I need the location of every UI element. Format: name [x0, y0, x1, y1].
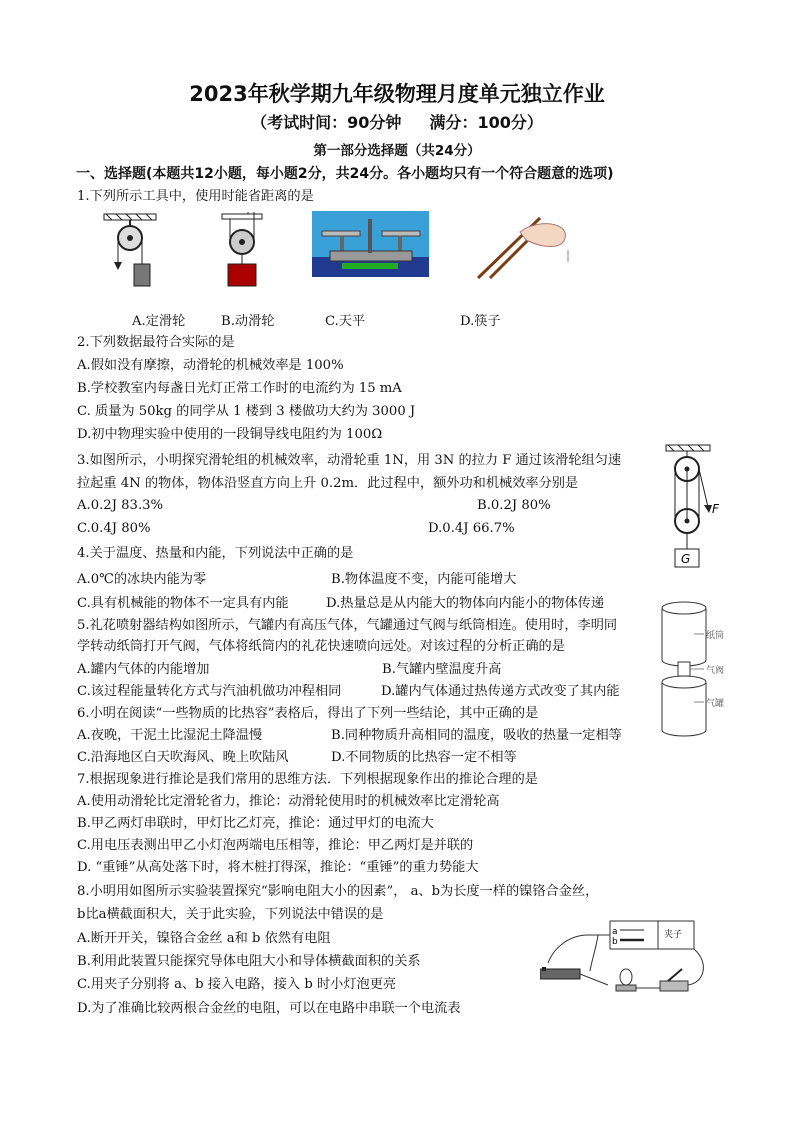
- q1-stem: 1.下列所示工具中，使用时能省距离的是: [77, 189, 314, 204]
- q5-stem-2: 学转动纸筒打开气阀，气体将纸筒内的礼花快速喷向远处。对该过程的分析正确的是: [77, 639, 565, 654]
- q8-stem-1: 8.小明用如图所示实验装置探究“影响电阻大小的因素”， a、b为长度一样的镍铬合金丝，: [77, 884, 599, 899]
- q3-option-c: C.0.4J 80%: [77, 521, 151, 536]
- q3-stem-1: 3.如图所示，小明探究滑轮组的机械效率，动滑轮重 1N，用 3N 的拉力 F 通过该滑轮组匀速: [77, 453, 622, 468]
- q3-stem-2: 拉起重 4N 的物体，物体沿竖直方向上升 0.2m．此过程中，额外功和机械效率分别是: [77, 476, 579, 491]
- wire-a-label: a: [612, 927, 618, 937]
- chopsticks-figure: [470, 210, 572, 282]
- q2-stem: 2.下列数据最符合实际的是: [77, 335, 235, 350]
- q8-stem-2: b比a横截面积大，关于此实验，下列说法中错误的是: [77, 907, 384, 922]
- q4-option-d: D.热量总是从内能大的物体向内能小的物体传递: [326, 596, 605, 611]
- q1-option-a: A.定滑轮: [132, 314, 186, 329]
- part-title: 第一部分选择题（共24分）: [313, 143, 481, 159]
- q5-stem-1: 5.礼花喷射器结构如图所示，气罐内有高压气体，气罐通过气阀与纸筒相连。使用时，李明同: [77, 618, 618, 633]
- q5-option-a: A.罐内气体的内能增加: [77, 662, 210, 677]
- section-heading: 一、选择题(本题共12小题，每小题2分，共24分。各小题均只有一个符合题意的选项): [76, 166, 614, 182]
- q8-option-b: B.利用此装置只能探究导体电阻大小和导体横截面积的关系: [77, 954, 421, 969]
- q3-option-d: D.0.4J 66.7%: [428, 521, 515, 536]
- q7-option-c: C.用电压表测出甲乙小灯泡两端电压相等，推论：甲乙两灯是并联的: [77, 838, 474, 853]
- label-paper-tube: 纸筒: [706, 631, 725, 641]
- q5-option-c: C.该过程能量转化方式与汽油机做功冲程相同: [77, 684, 342, 699]
- q1-option-d: D.筷子: [460, 314, 501, 329]
- q3-option-a: A.0.2J 83.3%: [77, 498, 164, 513]
- page-title: 2023年秋学期九年级物理月度单元独立作业: [189, 82, 605, 106]
- confetti-launcher-figure: [660, 598, 736, 738]
- q6-stem: 6.小明在阅读“一些物质的比热容”表格后，得出了下列一些结论，其中正确的是: [77, 706, 539, 721]
- exam-time: （考试时间：90分钟: [251, 113, 402, 132]
- label-gas-tank: 气罐: [706, 699, 725, 709]
- balance-figure: [312, 211, 429, 277]
- clip-label: 夹子: [664, 930, 683, 940]
- q5-option-b: B.气罐内壁温度升高: [382, 662, 502, 677]
- q5-option-d: D.罐内气体通过热传递方式改变了其内能: [381, 684, 620, 699]
- q8-option-d: D.为了准确比较两根合金丝的电阻，可以在电路中串联一个电流表: [77, 1001, 461, 1016]
- movable-pulley-figure: [218, 212, 278, 292]
- q4-option-b: B.物体温度不变，内能可能增大: [331, 572, 517, 587]
- q2-option-c: C. 质量为 50kg 的同学从 1 楼到 3 楼做功大约为 3000 J: [77, 404, 416, 419]
- q7-stem: 7.根据现象进行推论是我们常用的思维方法．下列根据现象作出的推论合理的是: [77, 772, 538, 787]
- q7-option-a: A.使用动滑轮比定滑轮省力，推论：动滑轮使用时的机械效率比定滑轮高: [77, 794, 500, 809]
- weight-label: G: [681, 552, 691, 566]
- q7-option-b: B.甲乙两灯串联时，甲灯比乙灯亮，推论：通过甲灯的电流大: [77, 816, 434, 831]
- label-valve: 气阀: [706, 666, 725, 676]
- q4-option-a: A.0℃的冰块内能为零: [77, 572, 207, 587]
- q2-option-d: D.初中物理实验中使用的一段铜导线电阻约为 100Ω: [77, 427, 383, 442]
- fixed-pulley-figure: [98, 212, 170, 302]
- q4-stem: 4.关于温度、热量和内能，下列说法中正确的是: [77, 546, 354, 561]
- q6-option-c: C.沿海地区白天吹海风、晚上吹陆风: [77, 750, 289, 765]
- q7-option-d: D. “重锤”从高处落下时，将木桩打得深，推论：“重锤”的重力势能大: [77, 860, 479, 875]
- force-label: F: [712, 502, 719, 516]
- q3-option-b: B.0.2J 80%: [477, 498, 551, 513]
- q1-option-c: C.天平: [325, 314, 366, 329]
- wire-b-label: b: [612, 937, 618, 947]
- q1-option-b: B.动滑轮: [221, 314, 275, 329]
- q8-option-a: A.断开开关，镍铬合金丝 a和 b 依然有电阻: [77, 931, 331, 946]
- resistance-circuit-figure: [540, 913, 714, 1003]
- q8-option-c: C.用夹子分别将 a、b 接入电路，接入 b 时小灯泡更亮: [77, 977, 397, 992]
- q2-option-a: A.假如没有摩擦，动滑轮的机械效率是 100%: [77, 358, 344, 373]
- q2-option-b: B.学校教室内每盏日光灯正常工作时的电流约为 15 mA: [77, 381, 402, 396]
- exam-info: [0, 110, 794, 133]
- full-score: 满分：100分）: [429, 113, 543, 132]
- q6-option-b: B.同种物质升高相同的温度，吸收的热量一定相等: [331, 728, 622, 743]
- q4-option-c: C.具有机械能的物体不一定具有内能: [77, 596, 289, 611]
- q6-option-d: D.不同物质的比热容一定不相等: [331, 750, 517, 765]
- pulley-block-figure: [660, 443, 730, 569]
- q6-option-a: A.夜晚，干泥土比湿泥土降温慢: [77, 728, 263, 743]
